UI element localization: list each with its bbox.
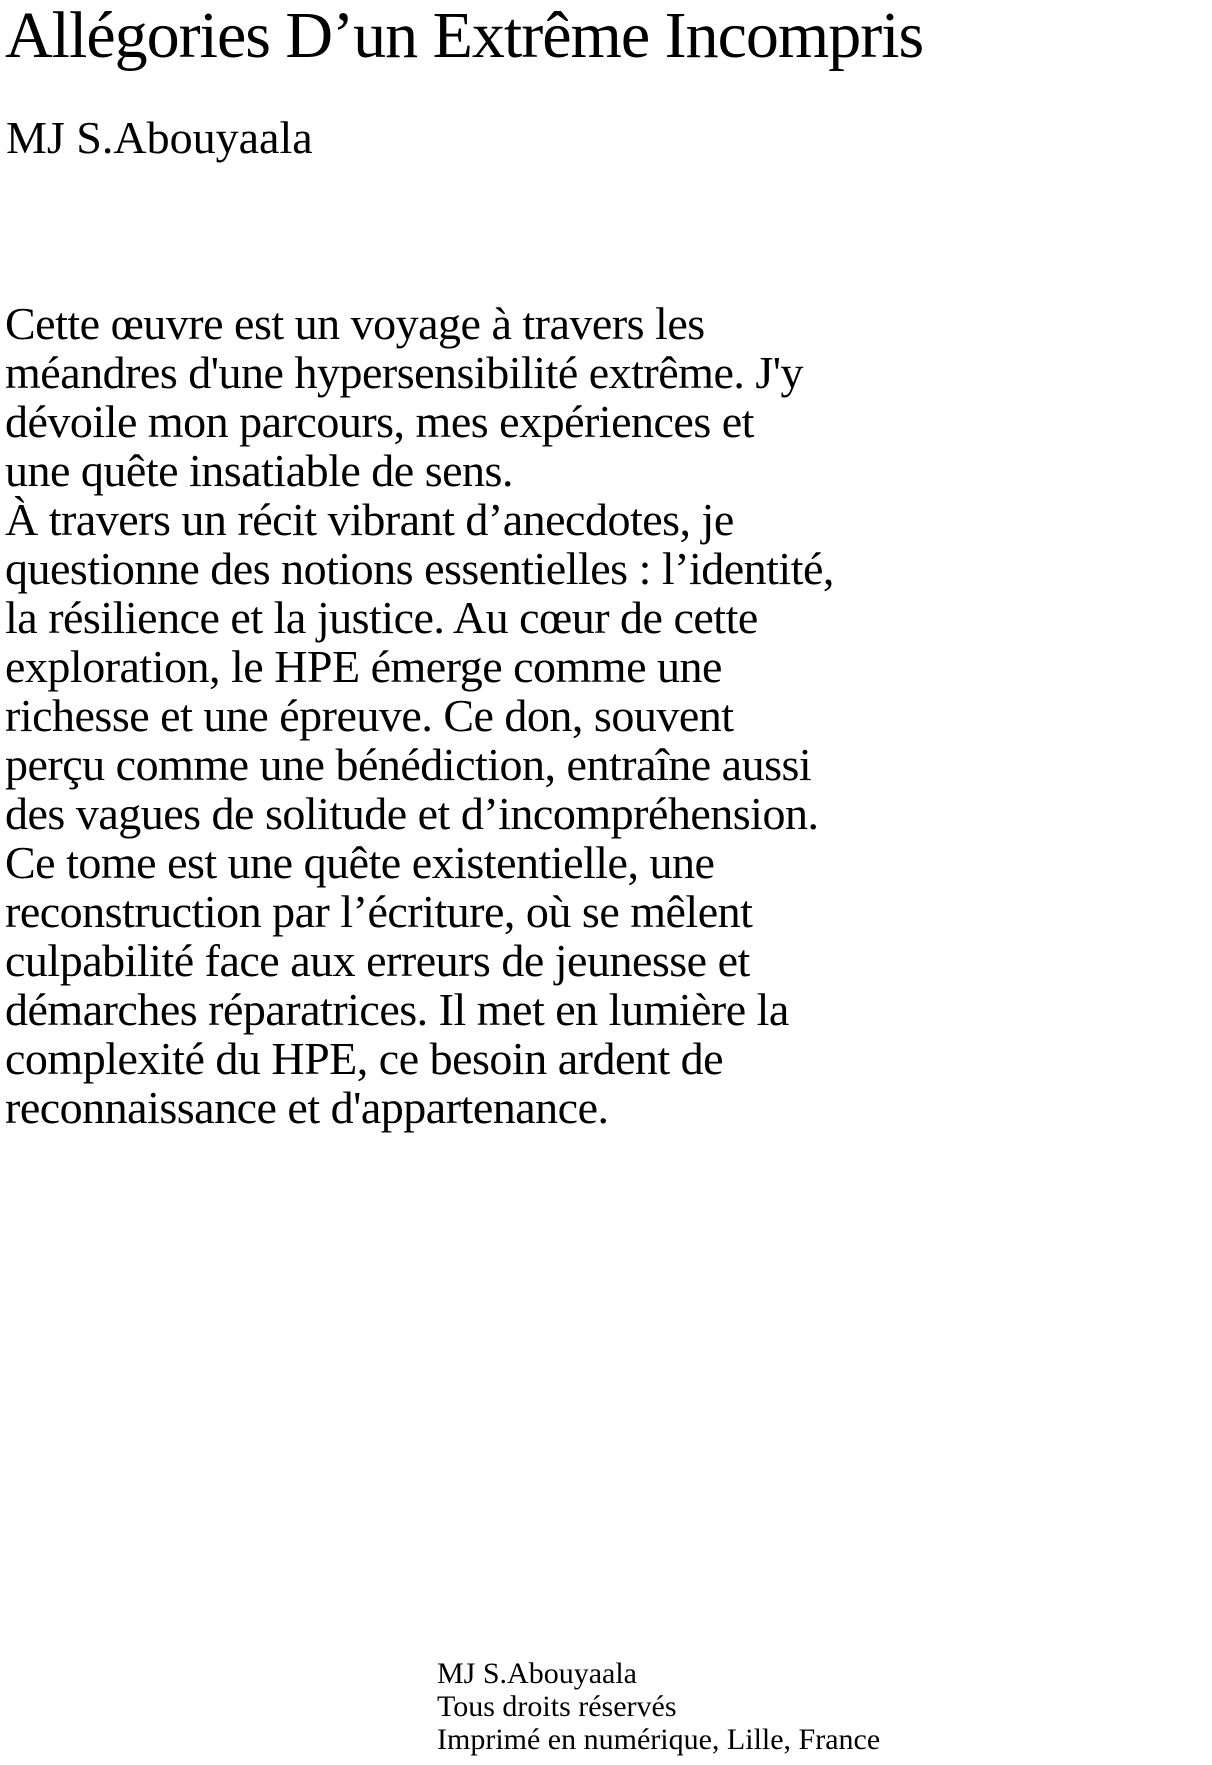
colophon-line: Tous droits réservés (437, 1690, 677, 1723)
synopsis (5, 299, 834, 1132)
colophon (437, 1657, 880, 1756)
synopsis-line: perçu comme une bénédiction, entraîne aussi (5, 739, 812, 790)
synopsis-line: reconnaissance et d'appartenance. (5, 1082, 609, 1133)
synopsis-line: richesse et une épreuve. Ce don, souvent (5, 690, 734, 741)
synopsis-line: dévoile mon parcours, mes expériences et (5, 396, 754, 447)
author-name: MJ S.Abouyaala (6, 112, 313, 163)
synopsis-line: reconstruction par l’écriture, où se mêlent (5, 886, 753, 937)
synopsis-line: démarches réparatrices. Il met en lumière la (5, 984, 789, 1035)
synopsis-line: Cette œuvre est un voyage à travers les (5, 298, 705, 349)
colophon-line: Imprimé en numérique, Lille, France (437, 1723, 881, 1756)
synopsis-line: une quête insatiable de sens. (5, 445, 513, 496)
book-title: Allégories D’un Extrême Incompris (5, 0, 924, 72)
colophon-line: MJ S.Abouyaala (437, 1657, 637, 1690)
synopsis-line: culpabilité face aux erreurs de jeunesse et (5, 935, 750, 986)
synopsis-line: exploration, le HPE émerge comme une (5, 641, 722, 692)
synopsis-line: complexité du HPE, ce besoin ardent de (5, 1033, 724, 1084)
synopsis-line: des vagues de solitude et d’incompréhension. (5, 788, 819, 839)
synopsis-line: À travers un récit vibrant d’anecdotes, je (5, 494, 734, 545)
synopsis-line: questionne des notions essentielles : l’identité, (5, 543, 834, 594)
synopsis-line: la résilience et la justice. Au cœur de cette (5, 592, 758, 643)
synopsis-line: méandres d'une hypersensibilité extrême. J'y (5, 347, 804, 398)
synopsis-line: Ce tome est une quête existentielle, une (5, 837, 715, 888)
